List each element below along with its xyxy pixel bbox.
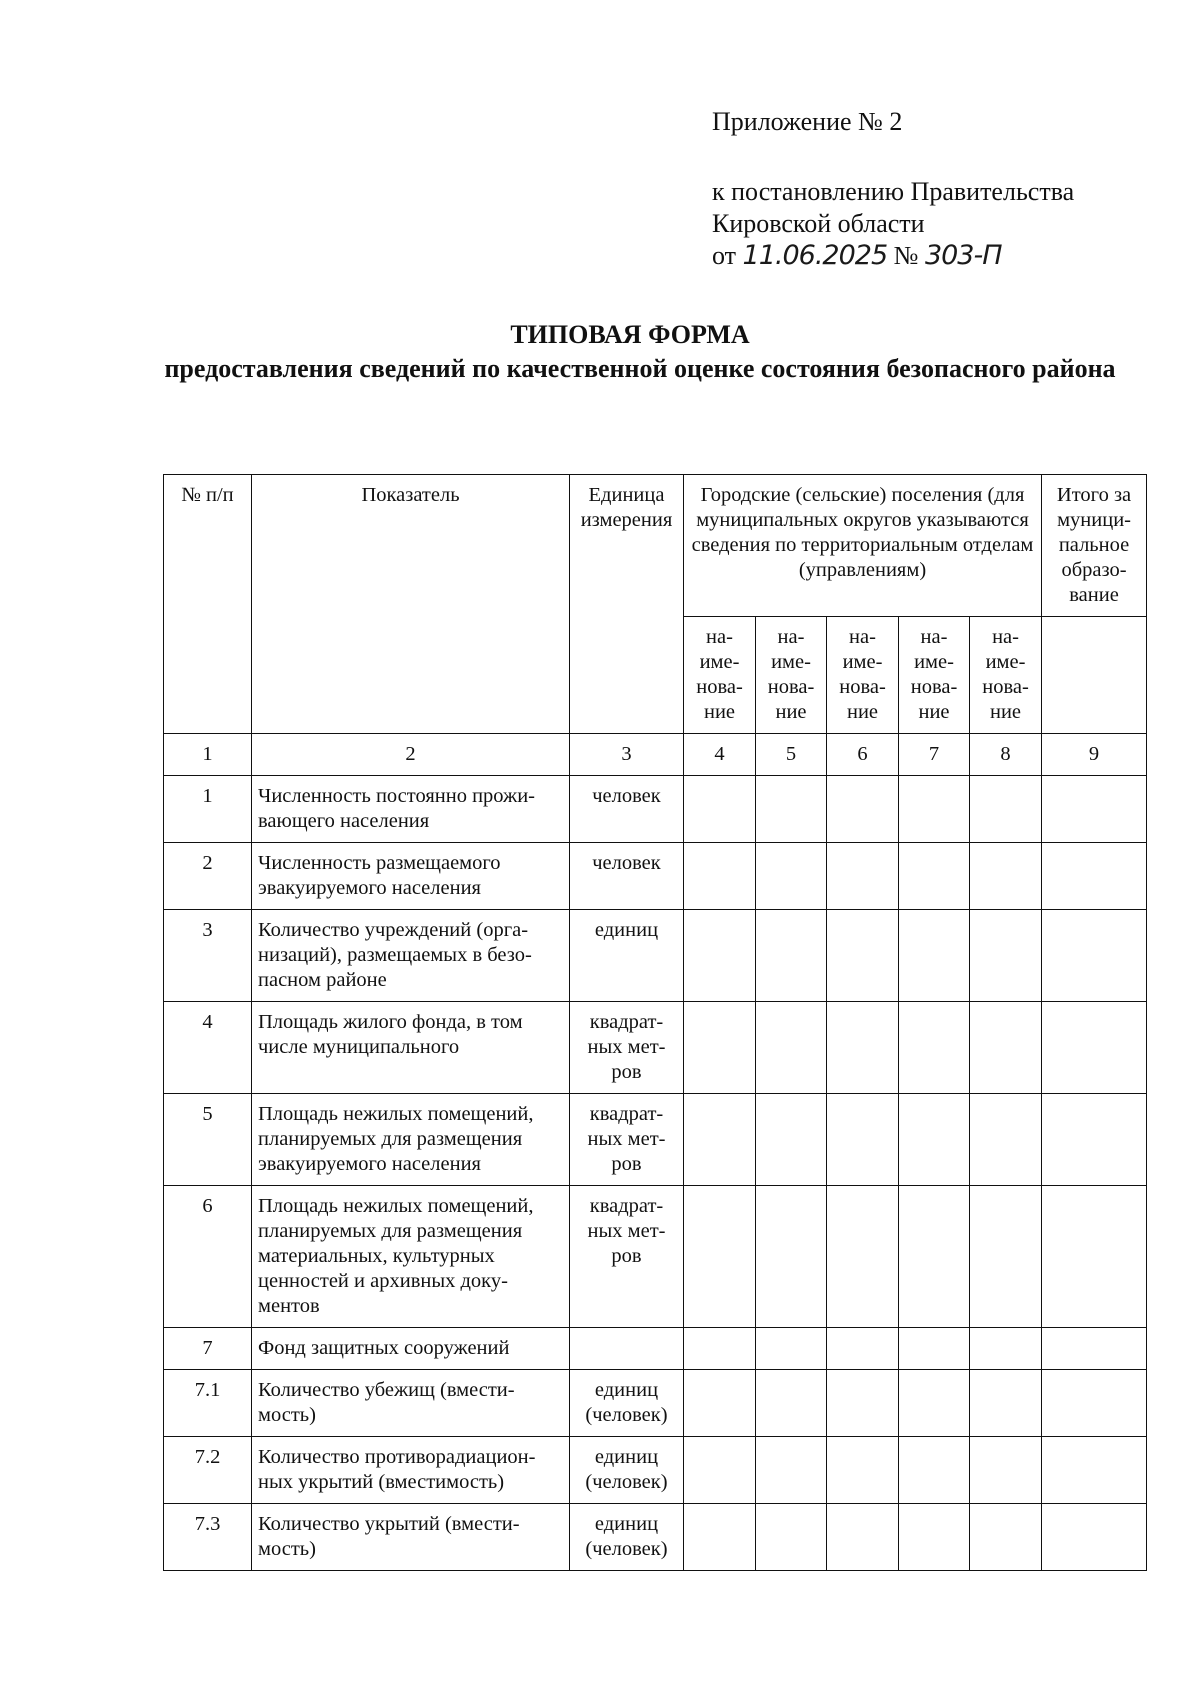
row-indicator: Количество учреждений (орга-низаций), размещаемых в безо-пасном районе <box>252 910 570 1002</box>
settlement-value-cell[interactable] <box>970 776 1042 843</box>
total-value-cell[interactable] <box>1042 776 1147 843</box>
header-number: № п/п <box>164 475 252 734</box>
form-subtitle: предоставления сведений по качественной оценке состояния безопасного района <box>164 354 1116 383</box>
settlement-value-cell[interactable] <box>827 843 899 910</box>
settlement-value-cell[interactable] <box>756 1094 827 1186</box>
column-number-row <box>164 734 1147 776</box>
decree-line-1: к постановлению Правительства <box>712 177 1075 206</box>
row-unit: квадрат-ных мет-ров <box>570 1094 684 1186</box>
settlement-value-cell[interactable] <box>970 1002 1042 1094</box>
settlement-value-cell[interactable] <box>684 1370 756 1437</box>
total-value-cell[interactable] <box>1042 1504 1147 1571</box>
settlement-value-cell[interactable] <box>756 1437 827 1504</box>
settlement-value-cell[interactable] <box>970 1094 1042 1186</box>
settlement-value-cell[interactable] <box>827 1186 899 1328</box>
settlement-value-cell[interactable] <box>899 1370 970 1437</box>
row-unit: единиц (человек) <box>570 1504 684 1571</box>
settlement-value-cell[interactable] <box>684 1186 756 1328</box>
header-indicator: Показатель <box>252 475 570 734</box>
settlement-value-cell[interactable] <box>899 1328 970 1370</box>
total-value-cell[interactable] <box>1042 1437 1147 1504</box>
total-value-cell[interactable] <box>1042 1370 1147 1437</box>
row-indicator: Численность постоянно прожи-вающего населения <box>252 776 570 843</box>
settlement-value-cell[interactable] <box>756 1370 827 1437</box>
column-number: 5 <box>756 734 827 776</box>
table-row <box>164 1370 1147 1437</box>
total-value-cell[interactable] <box>1042 910 1147 1002</box>
total-value-cell[interactable] <box>1042 1328 1147 1370</box>
subheader-total-empty <box>1042 617 1147 734</box>
settlement-value-cell[interactable] <box>899 910 970 1002</box>
settlement-value-cell[interactable] <box>684 776 756 843</box>
row-indicator: Количество противорадиацион-ных укрытий (вместимость) <box>252 1437 570 1504</box>
settlement-value-cell[interactable] <box>970 1370 1042 1437</box>
row-indicator: Площадь нежилых помещений, планируемых для размещения эвакуируемого населения <box>252 1094 570 1186</box>
decree-date-line <box>712 240 1074 272</box>
row-indicator: Численность размещаемого эвакуируемого населения <box>252 843 570 910</box>
header-settlements: Городские (сельские) поселения (для муниципальных округов указываются сведения по территориальным отделам (управлениям) <box>684 475 1042 617</box>
form-title: ТИПОВАЯ ФОРМА <box>510 320 750 349</box>
appendix-number: Приложение № 2 <box>712 107 903 136</box>
column-number: 2 <box>252 734 570 776</box>
settlement-value-cell[interactable] <box>899 1002 970 1094</box>
number-prefix: № <box>893 241 919 270</box>
header-unit: Единица измерения <box>570 475 684 734</box>
settlement-value-cell[interactable] <box>684 1328 756 1370</box>
decree-line-2: Кировской области <box>712 209 925 238</box>
settlement-value-cell[interactable] <box>827 1370 899 1437</box>
row-unit: единиц (человек) <box>570 1370 684 1437</box>
table-row <box>164 1094 1147 1186</box>
settlement-value-cell[interactable] <box>756 1504 827 1571</box>
settlement-value-cell[interactable] <box>827 910 899 1002</box>
row-unit: единиц (человек) <box>570 1437 684 1504</box>
decree-reference <box>712 176 1074 272</box>
column-number: 3 <box>570 734 684 776</box>
settlement-value-cell[interactable] <box>970 910 1042 1002</box>
settlement-value-cell[interactable] <box>827 1504 899 1571</box>
settlement-value-cell[interactable] <box>970 1328 1042 1370</box>
settlement-value-cell[interactable] <box>684 1002 756 1094</box>
date-prefix: от <box>712 241 737 270</box>
row-number: 1 <box>164 776 252 843</box>
row-number: 3 <box>164 910 252 1002</box>
settlement-value-cell[interactable] <box>899 1437 970 1504</box>
table-header-row <box>164 475 1147 617</box>
settlement-value-cell[interactable] <box>899 1094 970 1186</box>
assessment-table <box>163 474 1147 1571</box>
settlement-value-cell[interactable] <box>684 910 756 1002</box>
subheader-name: на-име-нова-ние <box>684 617 756 734</box>
column-number: 1 <box>164 734 252 776</box>
row-unit: единиц <box>570 910 684 1002</box>
settlement-value-cell[interactable] <box>756 776 827 843</box>
row-number: 7.2 <box>164 1437 252 1504</box>
row-indicator: Площадь жилого фонда, в том числе муниципального <box>252 1002 570 1094</box>
table-row <box>164 776 1147 843</box>
settlement-value-cell[interactable] <box>970 843 1042 910</box>
total-value-cell[interactable] <box>1042 1186 1147 1328</box>
row-indicator: Площадь нежилых помещений, планируемых для размещения материальных, культурных ценностей и архивных доку-ментов <box>252 1186 570 1328</box>
column-number: 4 <box>684 734 756 776</box>
settlement-value-cell[interactable] <box>756 843 827 910</box>
decree-number: 303-П <box>924 240 1002 271</box>
settlement-value-cell[interactable] <box>827 776 899 843</box>
settlement-value-cell[interactable] <box>684 843 756 910</box>
row-unit: квадрат-ных мет-ров <box>570 1002 684 1094</box>
row-unit: человек <box>570 843 684 910</box>
settlement-value-cell[interactable] <box>827 1437 899 1504</box>
total-value-cell[interactable] <box>1042 843 1147 910</box>
row-number: 7.1 <box>164 1370 252 1437</box>
row-number: 6 <box>164 1186 252 1328</box>
total-value-cell[interactable] <box>1042 1002 1147 1094</box>
total-value-cell[interactable] <box>1042 1094 1147 1186</box>
settlement-value-cell[interactable] <box>684 1094 756 1186</box>
table-row <box>164 1002 1147 1094</box>
settlement-value-cell[interactable] <box>827 1094 899 1186</box>
row-indicator: Фонд защитных сооружений <box>252 1328 570 1370</box>
settlement-value-cell[interactable] <box>756 1186 827 1328</box>
row-number: 2 <box>164 843 252 910</box>
settlement-value-cell[interactable] <box>970 1437 1042 1504</box>
settlement-value-cell[interactable] <box>899 1504 970 1571</box>
table-row <box>164 1437 1147 1504</box>
settlement-value-cell[interactable] <box>756 1002 827 1094</box>
column-number: 9 <box>1042 734 1147 776</box>
row-number: 5 <box>164 1094 252 1186</box>
settlement-value-cell[interactable] <box>899 776 970 843</box>
header-total: Итого за муници-пальное образо-вание <box>1042 475 1147 617</box>
settlement-value-cell[interactable] <box>827 1002 899 1094</box>
settlement-value-cell[interactable] <box>684 1437 756 1504</box>
row-unit: человек <box>570 776 684 843</box>
subheader-name: на-име-нова-ние <box>899 617 970 734</box>
settlement-value-cell[interactable] <box>756 910 827 1002</box>
settlement-value-cell[interactable] <box>899 1186 970 1328</box>
column-number: 6 <box>827 734 899 776</box>
subheader-name: на-име-нова-ние <box>756 617 827 734</box>
row-number: 7 <box>164 1328 252 1370</box>
subheader-name: на-име-нова-ние <box>970 617 1042 734</box>
column-number: 8 <box>970 734 1042 776</box>
decree-date: 11.06.2025 <box>742 240 888 271</box>
settlement-value-cell[interactable] <box>684 1504 756 1571</box>
settlement-value-cell[interactable] <box>827 1328 899 1370</box>
table-row <box>164 843 1147 910</box>
settlement-value-cell[interactable] <box>899 843 970 910</box>
row-number: 7.3 <box>164 1504 252 1571</box>
row-unit: квадрат-ных мет-ров <box>570 1186 684 1328</box>
row-number: 4 <box>164 1002 252 1094</box>
row-indicator: Количество укрытий (вмести-мость) <box>252 1504 570 1571</box>
column-number: 7 <box>899 734 970 776</box>
subheader-name: на-име-нова-ние <box>827 617 899 734</box>
row-unit <box>570 1328 684 1370</box>
table-row <box>164 1504 1147 1571</box>
settlement-value-cell[interactable] <box>970 1186 1042 1328</box>
table-row <box>164 1328 1147 1370</box>
table-row <box>164 910 1147 1002</box>
settlement-value-cell[interactable] <box>970 1504 1042 1571</box>
table-row <box>164 1186 1147 1328</box>
row-indicator: Количество убежищ (вмести-мость) <box>252 1370 570 1437</box>
settlement-value-cell[interactable] <box>756 1328 827 1370</box>
